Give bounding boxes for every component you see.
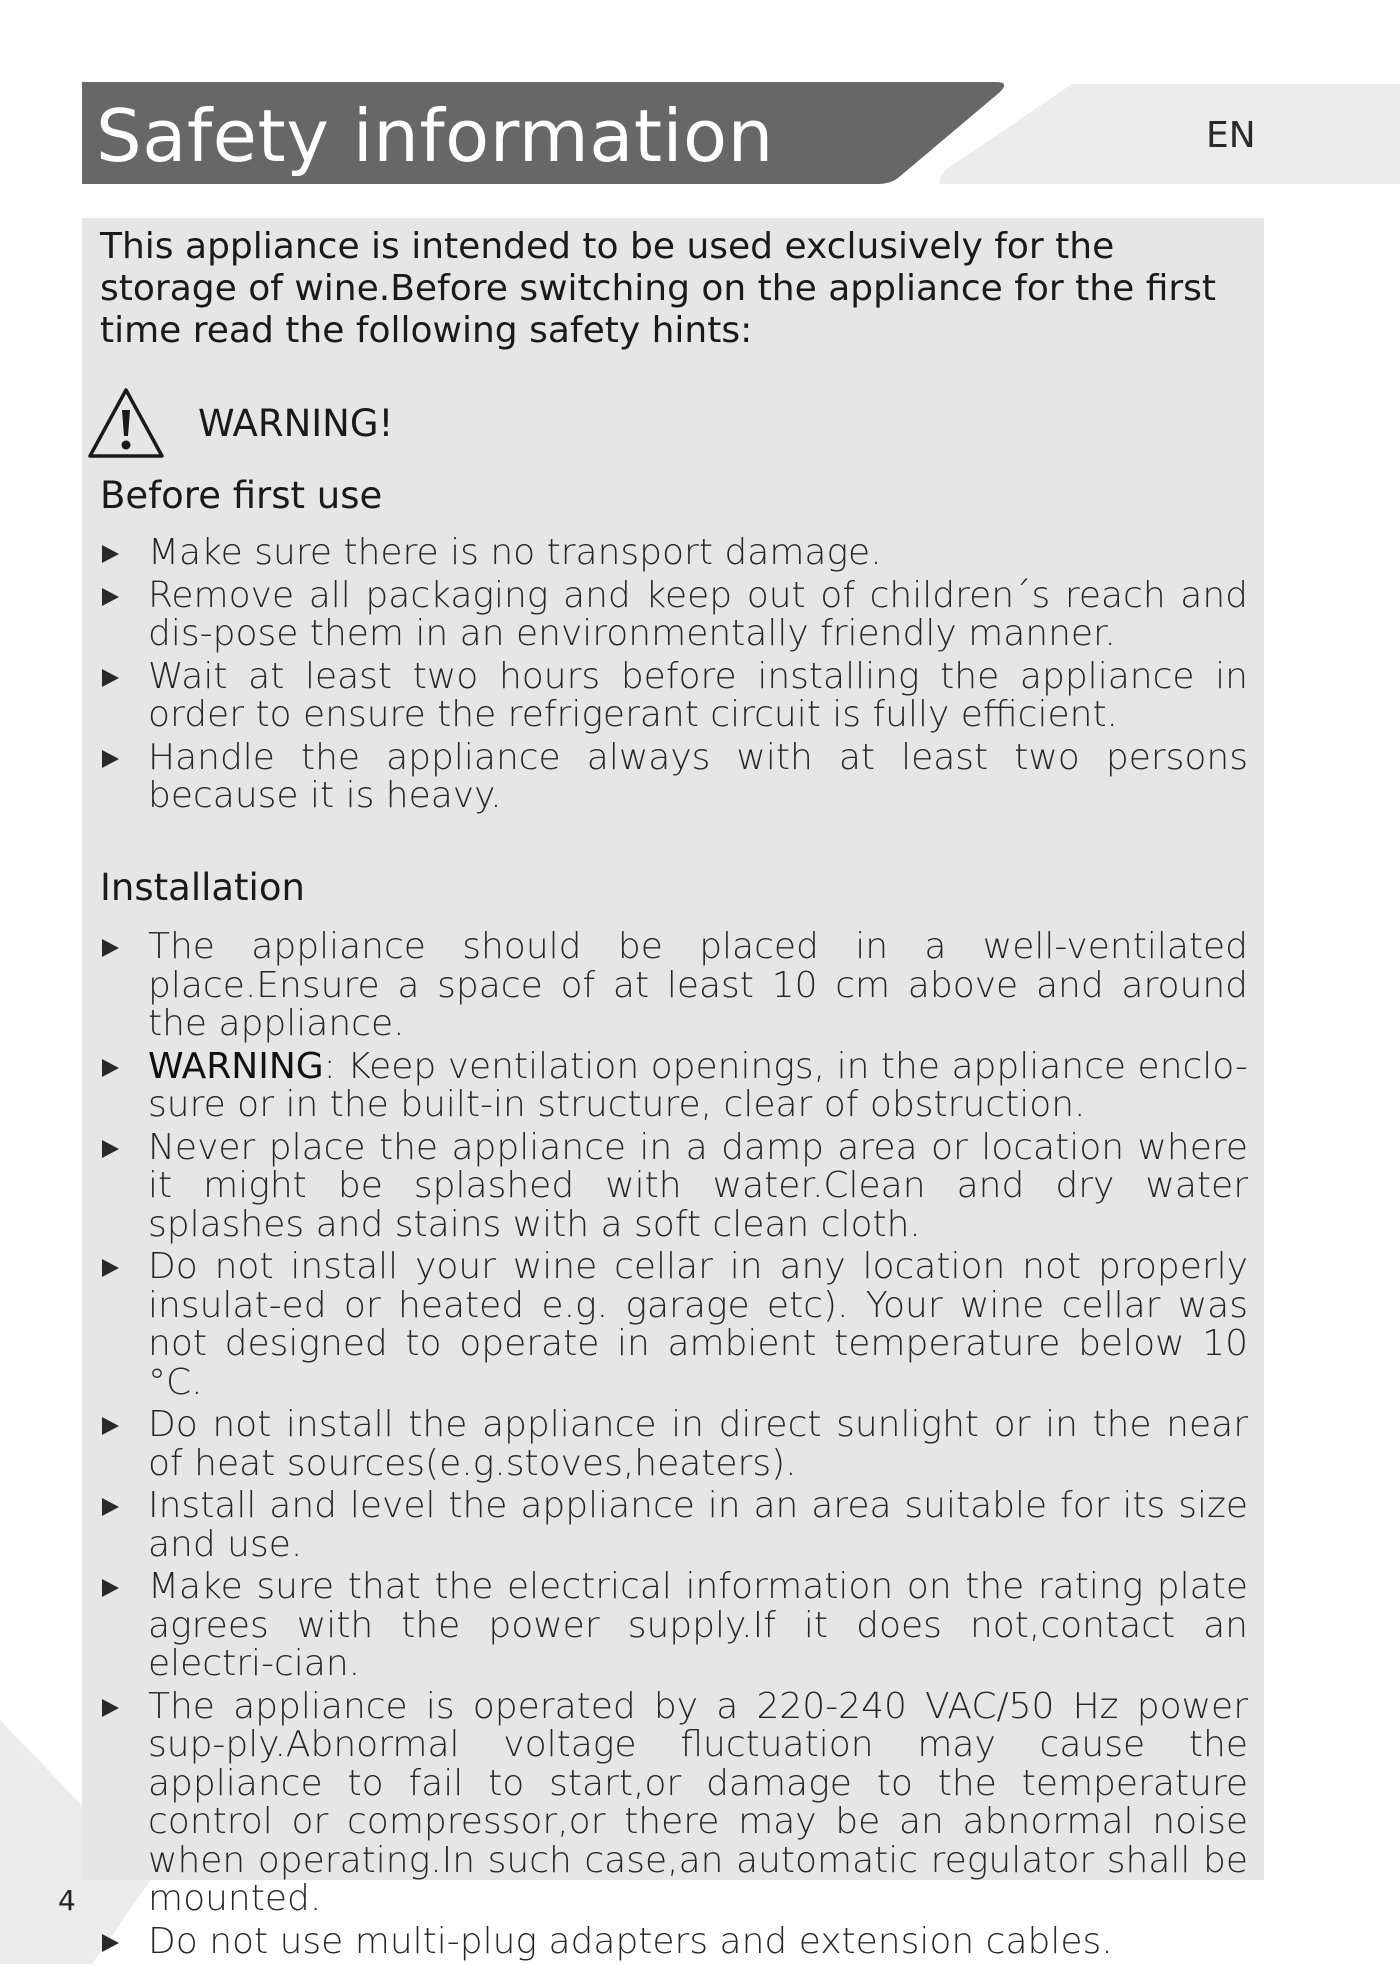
bullet-arrow-icon: [102, 1417, 119, 1435]
before-first-use-list: [100, 534, 1248, 820]
list-item: Remove all packaging and keep out of children´s reach and dis-pose them in an environmentally friendly manner.: [100, 577, 1248, 654]
list-item: Install and level the appliance in an area suitable for its size and use.: [100, 1487, 1248, 1564]
language-indicator: EN: [1206, 115, 1256, 156]
list-item: Do not install the appliance in direct sunlight or in the near of heat sources(e.g.stoves,heaters).: [100, 1406, 1248, 1483]
bullet-arrow-icon: [102, 545, 119, 563]
bullet-arrow-icon: [102, 1059, 119, 1077]
list-item: Never place the appliance in a damp area or location where it might be splashed with water.Clean and dry water splashes and stains with a soft clean cloth.: [100, 1129, 1248, 1245]
bullet-arrow-icon: [102, 1699, 119, 1717]
bullet-arrow-icon: [102, 1259, 119, 1277]
warning-triangle-icon: [86, 384, 166, 464]
section-heading-installation: Installation: [100, 866, 305, 909]
bullet-arrow-icon: [102, 1934, 119, 1952]
bullet-arrow-icon: [102, 939, 119, 957]
list-item: Do not install your wine cellar in any location not properly insulat-ed or heated e.g. garage etc). Your wine cellar was not designed to operate in ambient temperature below 10 °C.: [100, 1248, 1248, 1402]
list-item: Wait at least two hours before installing the appliance in order to ensure the refrigerant circuit is fully efficient.: [100, 658, 1248, 735]
bullet-arrow-icon: [102, 1498, 119, 1516]
list-item: Make sure that the electrical information on the rating plate agrees with the power supply.If it does not,contact an electri-cian.: [100, 1568, 1248, 1684]
bullet-arrow-icon: [102, 669, 119, 687]
list-item: WARNING: Keep ventilation openings, in the appliance enclo-sure or in the built-in structure, clear of obstruction.: [100, 1048, 1248, 1125]
intro-text: This appliance is intended to be used exclusively for the storage of wine.Before switching on the appliance for the first time read the following safety hints:: [100, 226, 1217, 351]
list-item: Make sure there is no transport damage.: [100, 534, 1248, 573]
warning-lead: WARNING: [148, 1045, 324, 1087]
list-item: The appliance is operated by a 220-240 VAC/50 Hz power sup-ply.Abnormal voltage fluctuation may cause the appliance to fail to start,or damage to the temperature control or compressor,or there may be an abnormal noise when operating.In such case,an automatic regulator shall be mounted.: [100, 1688, 1248, 1919]
installation-list: [100, 928, 1248, 1965]
bullet-arrow-icon: [102, 1140, 119, 1158]
page-number: 4: [58, 1884, 76, 1917]
list-item: Do not use multi-plug adapters and extension cables.: [100, 1923, 1248, 1962]
section-heading-before-first-use: Before first use: [100, 474, 383, 517]
bullet-arrow-icon: [102, 588, 119, 606]
list-item: The appliance should be placed in a well-ventilated place.Ensure a space of at least 10 cm above and around the appliance.: [100, 928, 1248, 1044]
list-item: Handle the appliance always with at least two persons because it is heavy.: [100, 739, 1248, 816]
warning-label: WARNING!: [198, 402, 394, 445]
bullet-arrow-icon: [102, 1579, 119, 1597]
bullet-arrow-icon: [102, 750, 119, 768]
page-title: Safety information: [96, 94, 774, 178]
